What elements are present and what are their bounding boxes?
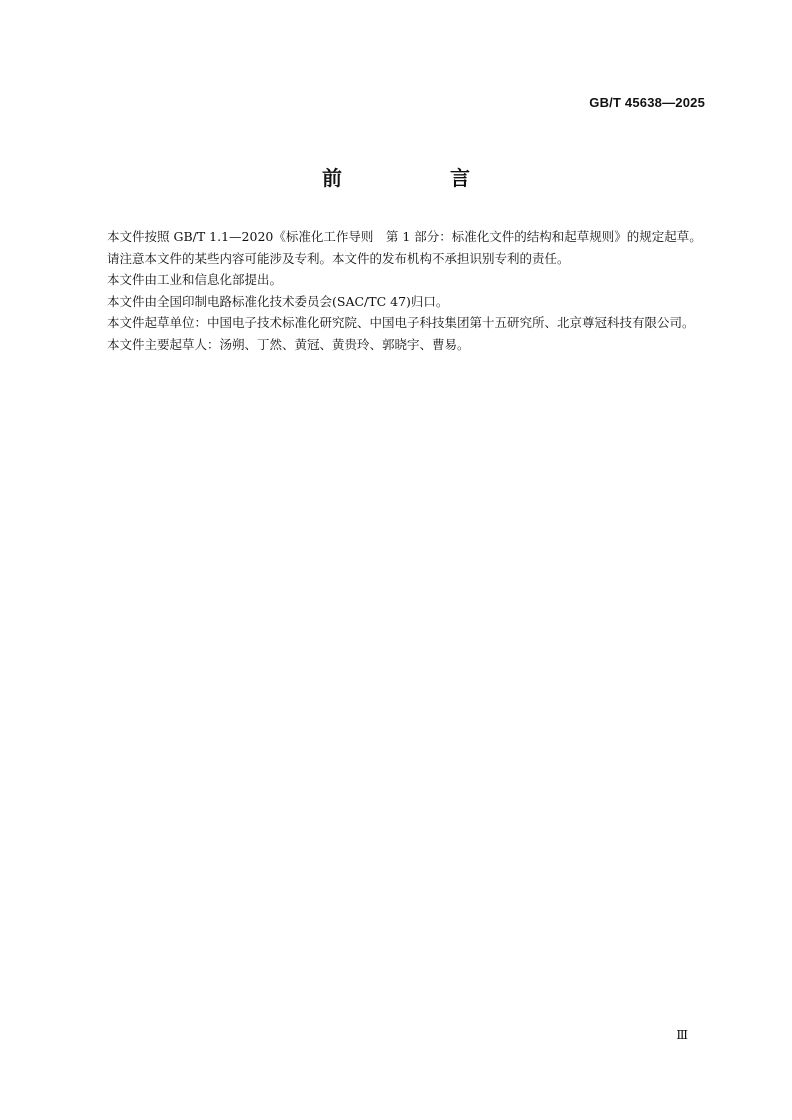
document-body xyxy=(82,226,710,355)
page-title: 前 言 xyxy=(322,166,514,190)
paragraph-patent-notice: 请注意本文件的某些内容可能涉及专利。本文件的发布机构不承担识别专利的责任。 xyxy=(107,250,570,266)
page-number: Ⅲ xyxy=(676,1028,688,1042)
paragraph-committee: 本文件由全国印制电路标准化技术委员会(SAC/TC 47)归口。 xyxy=(107,293,449,309)
paragraph-proposer: 本文件由工业和信息化部提出。 xyxy=(107,272,283,287)
paragraph-drafting-units: 本文件起草单位：中国电子技术标准化研究院、中国电子科技集团第十五研究所、北京尊冠科技有限公司。 xyxy=(107,315,695,330)
paragraph-drafting-rules: 本文件按照 GB/T 1.1—2020《标准化工作导则 第 1 部分：标准化文件的结构和起草规则》的规定起草。 xyxy=(107,229,702,244)
paragraph-drafters: 本文件主要起草人：汤朔、丁然、黄冠、黄贵玲、郭晓宇、曹易。 xyxy=(107,336,470,352)
standard-number: GB/T 45638—2025 xyxy=(589,95,705,110)
